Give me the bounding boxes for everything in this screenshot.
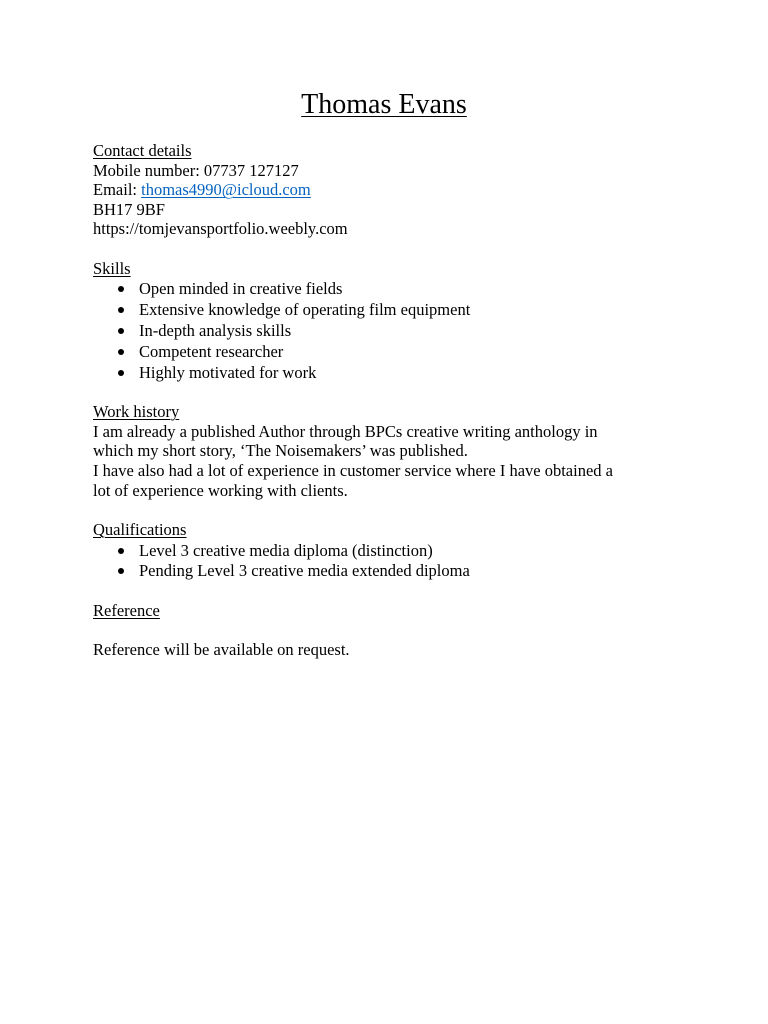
- work-history-line: lot of experience working with clients.: [93, 481, 348, 500]
- bullet-icon: [118, 370, 124, 376]
- reference-heading: Reference: [93, 601, 160, 620]
- skill-text: Open minded in creative fields: [139, 279, 343, 298]
- bullet-icon: [118, 548, 124, 554]
- email-link[interactable]: thomas4990@icloud.com: [141, 180, 311, 199]
- work-history-line: I am already a published Author through BPCs creative writing anthology in: [93, 422, 598, 441]
- qualification-text: Pending Level 3 creative media extended diploma: [139, 561, 470, 580]
- contact-heading: Contact details: [93, 141, 192, 160]
- cv-name-title: Thomas Evans: [301, 89, 467, 120]
- website-url: https://tomjevansportfolio.weebly.com: [93, 219, 348, 238]
- skill-text: Extensive knowledge of operating film equipment: [139, 300, 471, 319]
- skill-text: Competent researcher: [139, 342, 284, 361]
- qualification-text: Level 3 creative media diploma (distinction): [139, 541, 433, 560]
- email-line: [93, 180, 311, 200]
- bullet-icon: [118, 286, 124, 292]
- work-history-line: I have also had a lot of experience in customer service where I have obtained a: [93, 461, 613, 480]
- bullet-icon: [118, 328, 124, 334]
- reference-text: Reference will be available on request.: [93, 640, 350, 659]
- work-history-line: which my short story, ‘The Noisemakers’ was published.: [93, 441, 468, 460]
- bullet-icon: [118, 307, 124, 313]
- bullet-icon: [118, 568, 124, 574]
- postcode: BH17 9BF: [93, 200, 165, 219]
- work-history-heading: Work history: [93, 402, 180, 421]
- email-label: Email:: [93, 180, 142, 199]
- skills-heading: Skills: [93, 259, 131, 278]
- qualifications-heading: Qualifications: [93, 520, 187, 539]
- bullet-icon: [118, 349, 124, 355]
- mobile-number: Mobile number: 07737 127127: [93, 161, 299, 180]
- skill-text: Highly motivated for work: [139, 363, 317, 382]
- skill-text: In-depth analysis skills: [139, 321, 292, 340]
